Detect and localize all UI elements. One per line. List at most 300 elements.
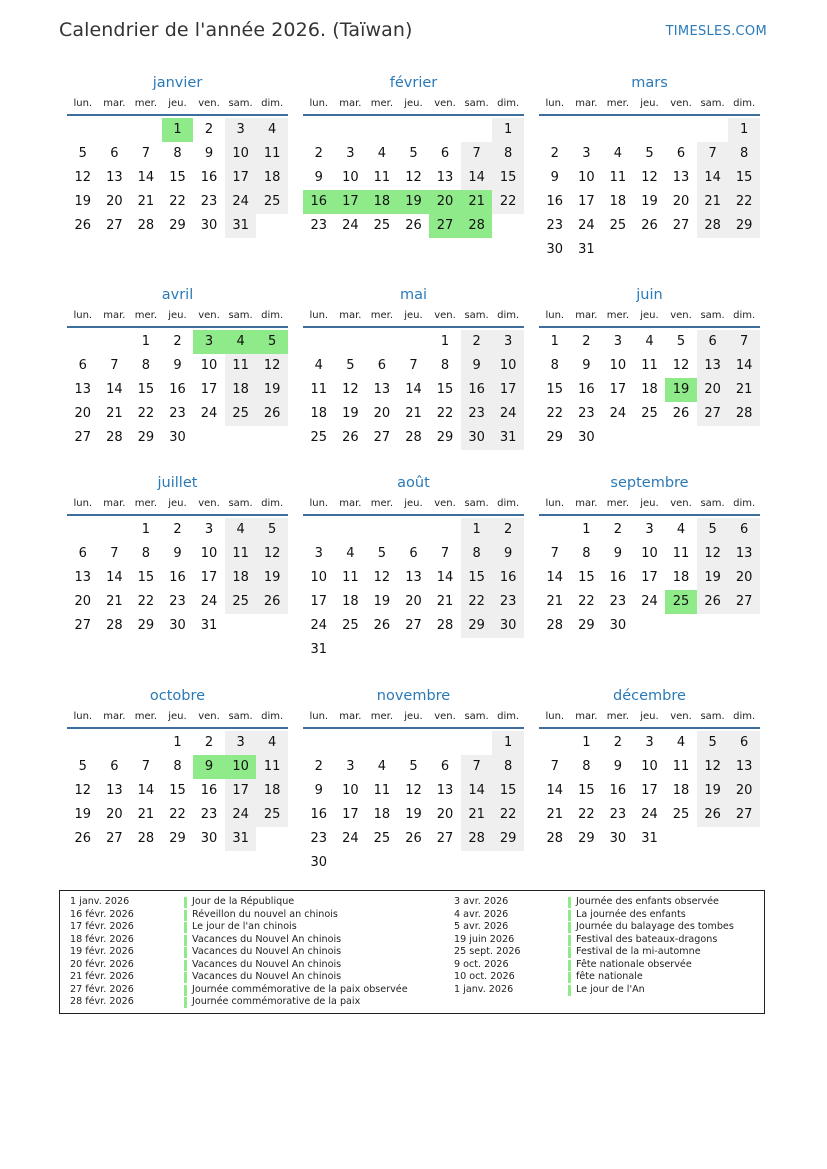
weekend-day-cell: 4: [256, 731, 288, 755]
legend-date: 3 avr. 2026: [454, 896, 509, 907]
weekday-label: mer.: [606, 310, 630, 321]
month-6: [539, 284, 760, 450]
week-row: [539, 426, 760, 450]
legend-column-2: [454, 896, 734, 996]
weekend-day-cell: 18: [225, 566, 257, 590]
weekday-label: lun.: [309, 310, 329, 321]
weekday-label: dim.: [261, 498, 284, 509]
empty-day-cell: [634, 118, 666, 142]
day-cell: 5: [645, 146, 654, 161]
weekday-label: jeu.: [404, 310, 423, 321]
day-cell: 29: [436, 430, 454, 445]
brand-logo[interactable]: TIMESLES.COM: [665, 24, 767, 39]
weekday-label: dim.: [733, 98, 756, 109]
weekend-day-cell: 1: [461, 518, 493, 542]
weekday-label: mer.: [134, 711, 158, 722]
weekend-day-cell: 5: [256, 518, 288, 542]
weekday-label: ven.: [198, 711, 220, 722]
empty-day-cell: [429, 518, 461, 542]
day-cell: 23: [169, 406, 186, 421]
day-cell: 28: [546, 831, 564, 846]
day-cell: 18: [342, 594, 359, 609]
weekday-label: mer.: [370, 711, 394, 722]
weekend-day-cell: 24: [225, 803, 257, 827]
day-cell: 23: [546, 218, 564, 233]
week-row: [539, 614, 760, 638]
day-cell: 19: [342, 406, 359, 421]
month-9: [539, 472, 760, 638]
weekday-label: mar.: [575, 711, 598, 722]
day-cell: 11: [310, 382, 328, 397]
day-cell: 23: [169, 594, 186, 609]
week-row: [539, 803, 760, 827]
weekday-label: jeu.: [404, 711, 423, 722]
day-cell: 8: [582, 759, 591, 774]
legend-date: 27 févr. 2026: [70, 983, 134, 995]
legend-entry: [454, 934, 734, 947]
weekday-label: ven.: [670, 310, 692, 321]
day-cell: 4: [314, 358, 323, 373]
day-cell: 19: [373, 594, 391, 609]
weekend-day-cell: 31: [492, 426, 524, 450]
weekday-header: [303, 494, 524, 516]
weekday-label: lun.: [309, 498, 329, 509]
month-4: [67, 284, 288, 450]
week-row: [539, 590, 760, 614]
day-cell: 23: [609, 807, 627, 822]
day-cell: 25: [373, 218, 391, 233]
legend-entry: [70, 921, 408, 934]
month-name: novembre: [376, 688, 451, 704]
empty-day-cell: [602, 426, 634, 450]
weekday-label: jeu.: [404, 498, 423, 509]
day-cell: 11: [672, 546, 690, 561]
day-cell: 17: [200, 382, 218, 397]
weekend-day-cell: 10: [225, 142, 257, 166]
week-row: [67, 542, 288, 566]
day-cell: 28: [436, 618, 454, 633]
day-cell: 22: [137, 406, 155, 421]
holiday-day-cell: 21: [461, 190, 493, 214]
day-cell: 8: [141, 546, 151, 561]
empty-day-cell: [366, 118, 398, 142]
week-row: [303, 518, 524, 542]
week-row: [67, 779, 288, 803]
day-cell: 6: [676, 146, 686, 161]
day-cell: 3: [613, 334, 623, 349]
empty-day-cell: [366, 638, 398, 662]
day-cell: 27: [373, 430, 391, 445]
week-row: [67, 118, 288, 142]
day-cell: 27: [405, 618, 422, 633]
day-cell: 26: [74, 218, 92, 233]
holiday-day-cell: 9: [193, 755, 225, 779]
empty-day-cell: [398, 518, 430, 542]
weekday-label: sam.: [700, 310, 725, 321]
day-cell: 29: [578, 831, 595, 846]
month-name: mai: [399, 287, 428, 303]
weekday-label: mer.: [134, 98, 158, 109]
empty-day-cell: [99, 518, 131, 542]
week-row: [303, 118, 524, 142]
week-row: [303, 190, 524, 214]
day-cell: 20: [106, 194, 123, 209]
holiday-day-cell: 25: [665, 590, 697, 614]
empty-day-cell: [303, 518, 335, 542]
day-cell: 13: [405, 570, 422, 585]
weekday-label: lun.: [545, 498, 565, 509]
weekend-day-cell: 11: [225, 542, 257, 566]
empty-day-cell: [461, 638, 493, 662]
day-cell: 16: [609, 783, 627, 798]
legend-holiday-name: Journée commémorative de la paix observée: [192, 983, 408, 995]
empty-day-cell: [225, 614, 257, 638]
empty-day-cell: [67, 518, 99, 542]
day-cell: 20: [106, 807, 123, 822]
day-cell: 23: [310, 831, 328, 846]
day-cell: 28: [106, 430, 123, 445]
weekday-header: [539, 707, 760, 729]
weekend-day-cell: 19: [256, 378, 288, 402]
day-cell: 4: [676, 522, 686, 537]
day-cell: 12: [74, 170, 92, 185]
empty-day-cell: [99, 731, 131, 755]
day-cell: 29: [546, 430, 564, 445]
legend-holiday-name: Vacances du Nouvel An chinois: [192, 933, 342, 945]
month-8: [303, 472, 524, 662]
empty-day-cell: [634, 426, 666, 450]
week-row: [67, 378, 288, 402]
empty-day-cell: [429, 638, 461, 662]
month-name: février: [389, 75, 438, 91]
legend-entry: [70, 909, 408, 922]
day-cell: 22: [169, 807, 186, 822]
weekend-day-cell: 1: [492, 118, 524, 142]
legend-holiday-name: Le jour de l'An: [576, 983, 645, 995]
empty-day-cell: [461, 851, 493, 875]
day-cell: 21: [137, 194, 155, 209]
empty-day-cell: [728, 614, 760, 638]
weekend-day-cell: 15: [461, 566, 493, 590]
day-cell: 30: [169, 430, 186, 445]
weekday-label: ven.: [434, 98, 456, 109]
day-cell: 26: [405, 218, 422, 233]
week-row: [303, 779, 524, 803]
weekend-day-cell: 7: [697, 142, 729, 166]
weekend-day-cell: 14: [461, 166, 493, 190]
week-row: [539, 378, 760, 402]
weekday-label: dim.: [733, 498, 756, 509]
week-row: [303, 731, 524, 755]
week-row: [539, 731, 760, 755]
day-cell: 18: [609, 194, 627, 209]
day-cell: 30: [609, 831, 627, 846]
week-row: [67, 190, 288, 214]
weekend-day-cell: 20: [728, 566, 760, 590]
legend-color-swatch: [184, 910, 187, 921]
weekend-day-cell: 26: [697, 803, 729, 827]
day-cell: 8: [173, 759, 182, 774]
empty-day-cell: [539, 731, 571, 755]
weekend-day-cell: 25: [256, 803, 288, 827]
weekend-day-cell: 30: [461, 426, 493, 450]
month-name: octobre: [149, 688, 206, 704]
empty-day-cell: [225, 426, 257, 450]
weekday-label: sam.: [228, 711, 253, 722]
week-row: [303, 142, 524, 166]
weekday-label: mar.: [103, 310, 126, 321]
week-row: [303, 803, 524, 827]
day-cell: 31: [641, 831, 658, 846]
empty-day-cell: [398, 638, 430, 662]
legend-color-swatch: [568, 922, 571, 933]
weekday-label: ven.: [198, 98, 220, 109]
weekday-header: [303, 306, 524, 328]
legend-holiday-name: Festival des bateaux-dragons: [576, 933, 718, 945]
holiday-day-cell: 20: [429, 190, 461, 214]
day-cell: 10: [200, 358, 218, 373]
day-cell: 9: [550, 170, 559, 185]
day-cell: 26: [641, 218, 658, 233]
weekday-label: mar.: [575, 498, 598, 509]
weekday-label: lun.: [309, 98, 329, 109]
day-cell: 28: [137, 831, 155, 846]
day-cell: 31: [578, 242, 595, 257]
weekend-day-cell: 20: [697, 378, 729, 402]
legend-holiday-name: Vacances du Nouvel An chinois: [192, 971, 342, 982]
weekday-label: jeu.: [640, 498, 659, 509]
day-cell: 29: [169, 831, 186, 846]
day-cell: 24: [641, 807, 658, 822]
weekday-label: lun.: [545, 310, 565, 321]
day-cell: 24: [641, 594, 658, 609]
day-cell: 4: [676, 735, 686, 750]
empty-day-cell: [335, 118, 367, 142]
holiday-day-cell: 17: [335, 190, 367, 214]
day-cell: 27: [74, 618, 92, 633]
day-cell: 4: [377, 146, 387, 161]
empty-day-cell: [665, 614, 697, 638]
weekday-label: ven.: [198, 310, 220, 321]
empty-day-cell: [193, 426, 225, 450]
legend-color-swatch: [568, 935, 571, 946]
day-cell: 30: [200, 831, 218, 846]
weekend-day-cell: 28: [697, 214, 729, 238]
weekend-day-cell: 24: [225, 190, 257, 214]
day-cell: 16: [546, 194, 564, 209]
week-row: [67, 827, 288, 851]
weekday-header: [303, 707, 524, 729]
weekday-label: mar.: [103, 498, 126, 509]
day-cell: 7: [409, 358, 418, 373]
day-cell: 11: [672, 759, 690, 774]
weekday-label: ven.: [670, 711, 692, 722]
empty-day-cell: [99, 118, 131, 142]
week-row: [539, 518, 760, 542]
day-cell: 4: [377, 759, 387, 774]
weekend-day-cell: 28: [461, 827, 493, 851]
weekend-day-cell: 6: [697, 330, 729, 354]
week-row: [303, 827, 524, 851]
weekday-label: dim.: [261, 310, 284, 321]
day-cell: 3: [314, 546, 323, 561]
legend-entry: [70, 971, 408, 984]
holiday-day-cell: 19: [665, 378, 697, 402]
week-row: [67, 402, 288, 426]
weekday-label: dim.: [733, 711, 756, 722]
legend-holiday-name: Le jour de l'an chinois: [192, 921, 297, 932]
legend-color-swatch: [568, 910, 571, 921]
legend-date: 1 janv. 2026: [454, 983, 514, 995]
day-cell: 13: [74, 570, 92, 585]
empty-day-cell: [398, 330, 430, 354]
weekend-day-cell: 25: [225, 402, 257, 426]
weekend-day-cell: 22: [492, 190, 524, 214]
day-cell: 14: [106, 570, 123, 585]
day-cell: 5: [409, 759, 418, 774]
weekend-day-cell: 17: [492, 378, 524, 402]
holiday-day-cell: 1: [162, 118, 194, 142]
legend-entry: [70, 996, 408, 1009]
day-cell: 29: [169, 218, 186, 233]
day-cell: 13: [436, 170, 454, 185]
weekend-day-cell: 1: [728, 118, 760, 142]
legend-date: 10 oct. 2026: [454, 971, 515, 982]
week-row: [67, 426, 288, 450]
empty-day-cell: [728, 827, 760, 851]
day-cell: 16: [200, 170, 218, 185]
day-cell: 21: [546, 807, 564, 822]
week-row: [303, 402, 524, 426]
weekday-label: mer.: [134, 310, 158, 321]
legend-date: 28 févr. 2026: [70, 996, 134, 1007]
day-cell: 24: [200, 594, 218, 609]
weekend-day-cell: 18: [256, 779, 288, 803]
day-cell: 10: [342, 783, 359, 798]
week-row: [539, 330, 760, 354]
day-cell: 5: [409, 146, 418, 161]
legend-entry: [454, 984, 734, 997]
legend-date: 19 juin 2026: [454, 933, 515, 945]
weekday-label: sam.: [700, 98, 725, 109]
weekend-day-cell: 22: [461, 590, 493, 614]
week-row: [303, 638, 524, 662]
day-cell: 27: [106, 218, 123, 233]
empty-day-cell: [461, 731, 493, 755]
holiday-legend: [59, 890, 765, 1014]
day-cell: 13: [106, 783, 123, 798]
weekday-label: sam.: [464, 310, 489, 321]
weekend-day-cell: 18: [256, 166, 288, 190]
legend-color-swatch: [568, 985, 571, 996]
weekday-header: [67, 707, 288, 729]
weekday-label: sam.: [228, 310, 253, 321]
week-row: [67, 518, 288, 542]
week-row: [539, 166, 760, 190]
day-cell: 18: [641, 382, 658, 397]
day-cell: 18: [310, 406, 328, 421]
weekend-day-cell: 11: [256, 755, 288, 779]
day-cell: 7: [440, 546, 450, 561]
weekday-label: sam.: [464, 498, 489, 509]
legend-entry: [454, 971, 734, 984]
legend-entry: [70, 984, 408, 997]
day-cell: 15: [436, 382, 454, 397]
holiday-day-cell: 5: [256, 330, 288, 354]
empty-day-cell: [335, 851, 367, 875]
legend-color-swatch: [568, 960, 571, 971]
month-name: juin: [636, 287, 663, 303]
day-cell: 31: [200, 618, 218, 633]
empty-day-cell: [398, 118, 430, 142]
day-cell: 18: [672, 570, 690, 585]
empty-day-cell: [67, 731, 99, 755]
empty-day-cell: [256, 827, 288, 851]
day-cell: 9: [204, 146, 214, 161]
weekend-day-cell: 14: [697, 166, 729, 190]
day-cell: 7: [110, 546, 119, 561]
empty-day-cell: [492, 851, 524, 875]
weekday-label: mer.: [134, 498, 158, 509]
day-cell: 23: [310, 218, 328, 233]
legend-holiday-name: La journée des enfants: [576, 908, 686, 920]
empty-day-cell: [303, 118, 335, 142]
week-row: [539, 755, 760, 779]
weekend-day-cell: 21: [461, 803, 493, 827]
day-cell: 9: [582, 358, 591, 373]
day-cell: 7: [550, 546, 559, 561]
day-cell: 17: [342, 807, 359, 822]
week-row: [539, 779, 760, 803]
weekend-day-cell: 30: [492, 614, 524, 638]
day-cell: 19: [641, 194, 658, 209]
day-cell: 29: [137, 618, 155, 633]
day-cell: 11: [609, 170, 627, 185]
month-7: [67, 472, 288, 638]
weekend-day-cell: 9: [492, 542, 524, 566]
day-cell: 2: [550, 146, 559, 161]
day-cell: 23: [200, 807, 218, 822]
holiday-day-cell: 4: [225, 330, 257, 354]
day-cell: 12: [641, 170, 658, 185]
weekend-day-cell: 21: [728, 378, 760, 402]
weekday-label: jeu.: [640, 310, 659, 321]
empty-day-cell: [366, 731, 398, 755]
day-cell: 13: [672, 170, 690, 185]
empty-day-cell: [697, 827, 729, 851]
day-cell: 3: [204, 522, 214, 537]
week-row: [303, 566, 524, 590]
day-cell: 6: [110, 146, 119, 161]
weekend-day-cell: 15: [728, 166, 760, 190]
weekend-day-cell: 14: [461, 779, 493, 803]
legend-color-swatch: [184, 960, 187, 971]
weekday-label: ven.: [434, 310, 456, 321]
empty-day-cell: [398, 731, 430, 755]
legend-column-1: [70, 896, 408, 1009]
legend-holiday-name: fête nationale: [576, 971, 643, 982]
weekend-day-cell: 5: [697, 731, 729, 755]
day-cell: 2: [582, 334, 591, 349]
weekend-day-cell: 16: [492, 566, 524, 590]
day-cell: 20: [405, 594, 422, 609]
month-5: [303, 284, 524, 450]
day-cell: 15: [546, 382, 564, 397]
day-cell: 6: [409, 546, 418, 561]
day-cell: 9: [314, 783, 323, 798]
day-cell: 15: [137, 382, 155, 397]
day-cell: 6: [78, 546, 87, 561]
